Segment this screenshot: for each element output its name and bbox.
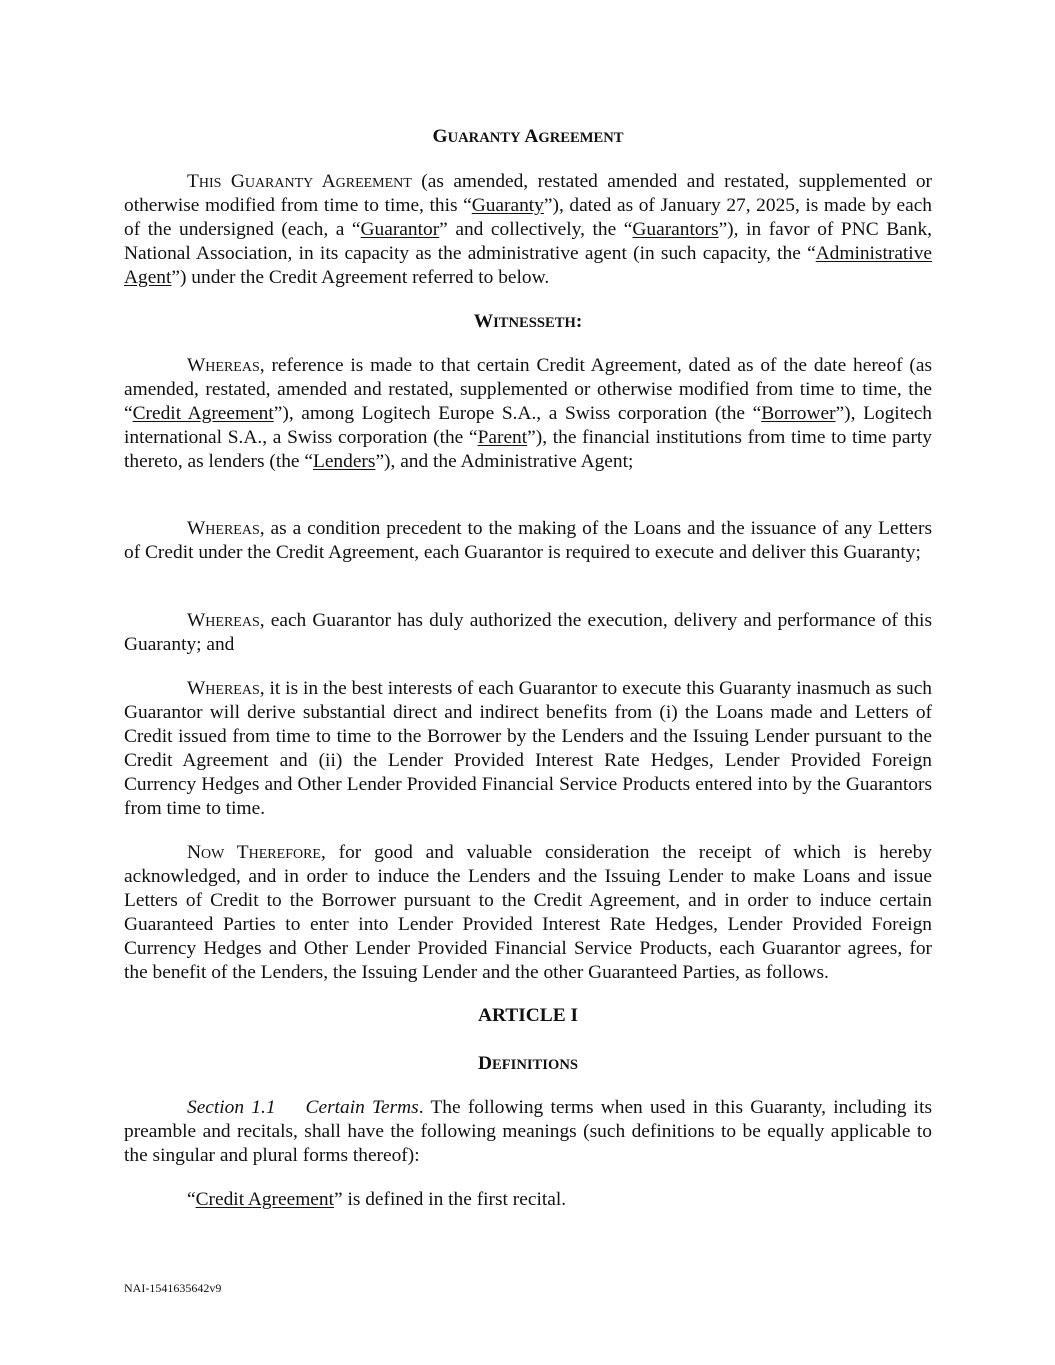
definitions-heading: DEFINITIONS xyxy=(478,1053,578,1074)
now-therefore-paragraph: Now Therefore, for good and valuable consideration the receipt of which is hereby acknowledged, and in order to induce the Lenders and the Issuing Lender to make Loans and issue Letters of Credit to the Borrower pursuant to the Credit Agreement, and in order to induce certain Guaranteed Parties to enter into Lender Provided Interest Rate Hedges, Lender Provided Foreign Currency Hedges and Other Lender Provided Financial Service Products, each Guarantor agrees, for the benefit of the Lenders, the Issuing Lender and the other Guaranteed Parties, as follows. xyxy=(124,842,932,983)
section-1-1-paragraph: Section 1.1 Certain Terms. The following terms when used in this Guaranty, including its preamble and recitals, shall have the following meanings (such definitions to be equally applicable to the singular and plural forms thereof): xyxy=(124,1097,933,1166)
whereas-paragraph-3: Whereas, each Guarantor has duly authorized the execution, delivery and performance of this Guaranty; and xyxy=(124,610,932,655)
whereas-paragraph-1: Whereas, reference is made to that certain Credit Agreement, dated as of the date hereof (as amended, restated, amended and restated, supplemented or otherwise modified from time to time, the “Credit Agreement”), among Logitech Europe S.A., a Swiss corporation (the “Borrower”), Logitech international S.A., a Swiss corporation (the “Parent”), the financial institutions from time to time party thereto, as lenders (the “Lenders”), and the Administrative Agent; xyxy=(124,355,932,472)
witnesseth-heading: WITNESSETH: xyxy=(473,311,583,332)
defined-term: Guaranty xyxy=(471,195,544,216)
whereas-paragraph-2: Whereas, as a condition precedent to the making of the Loans and the issuance of any Letters of Credit under the Credit Agreement, each Guarantor is required to execute and deliver this Guaranty; xyxy=(124,518,932,563)
document-title: GUARANTY AGREEMENT xyxy=(432,126,624,147)
defined-term: Credit Agreement xyxy=(195,1189,334,1210)
section-title: Certain Terms xyxy=(305,1097,419,1118)
credit-agreement-definition: “Credit Agreement” is defined in the first recital. xyxy=(187,1189,567,1210)
defined-term: Borrower xyxy=(761,403,836,424)
section-number: Section 1.1 xyxy=(187,1097,276,1118)
intro-paragraph: This Guaranty Agreement (as amended, restated amended and restated, supplemented or otherwise modified from time to time, this “Guaranty”), dated as of January 27, 2025, is made by each of the undersigned (each, a “Guarantor” and collectively, the “Guarantors”), in favor of PNC Bank, National Association, in its capacity as the administrative agent (in such capacity, the “Administrative Agent”) under the Credit Agreement referred to below. xyxy=(124,171,933,288)
defined-term: Parent xyxy=(477,427,528,448)
whereas-paragraph-4: Whereas, it is in the best interests of each Guarantor to execute this Guaranty inasmuch as such Guarantor will derive substantial direct and indirect benefits from (i) the Loans made and Letters of Credit issued from time to time to the Borrower by the Lenders and the Issuing Lender pursuant to the Credit Agreement and (ii) the Lender Provided Interest Rate Hedges, Lender Provided Foreign Currency Hedges and Other Lender Provided Financial Service Products entered into by the Guarantors from time to time. xyxy=(124,678,932,819)
defined-term: Guarantors xyxy=(632,219,719,240)
defined-term: Credit Agreement xyxy=(132,403,274,424)
defined-term: Administrative Agent xyxy=(124,243,932,288)
defined-term: Lenders xyxy=(312,451,376,472)
document-id-footer: NAI-1541635642v9 xyxy=(124,1281,222,1295)
defined-term: Guarantor xyxy=(360,219,440,240)
article-heading: ARTICLE I xyxy=(477,1005,579,1026)
